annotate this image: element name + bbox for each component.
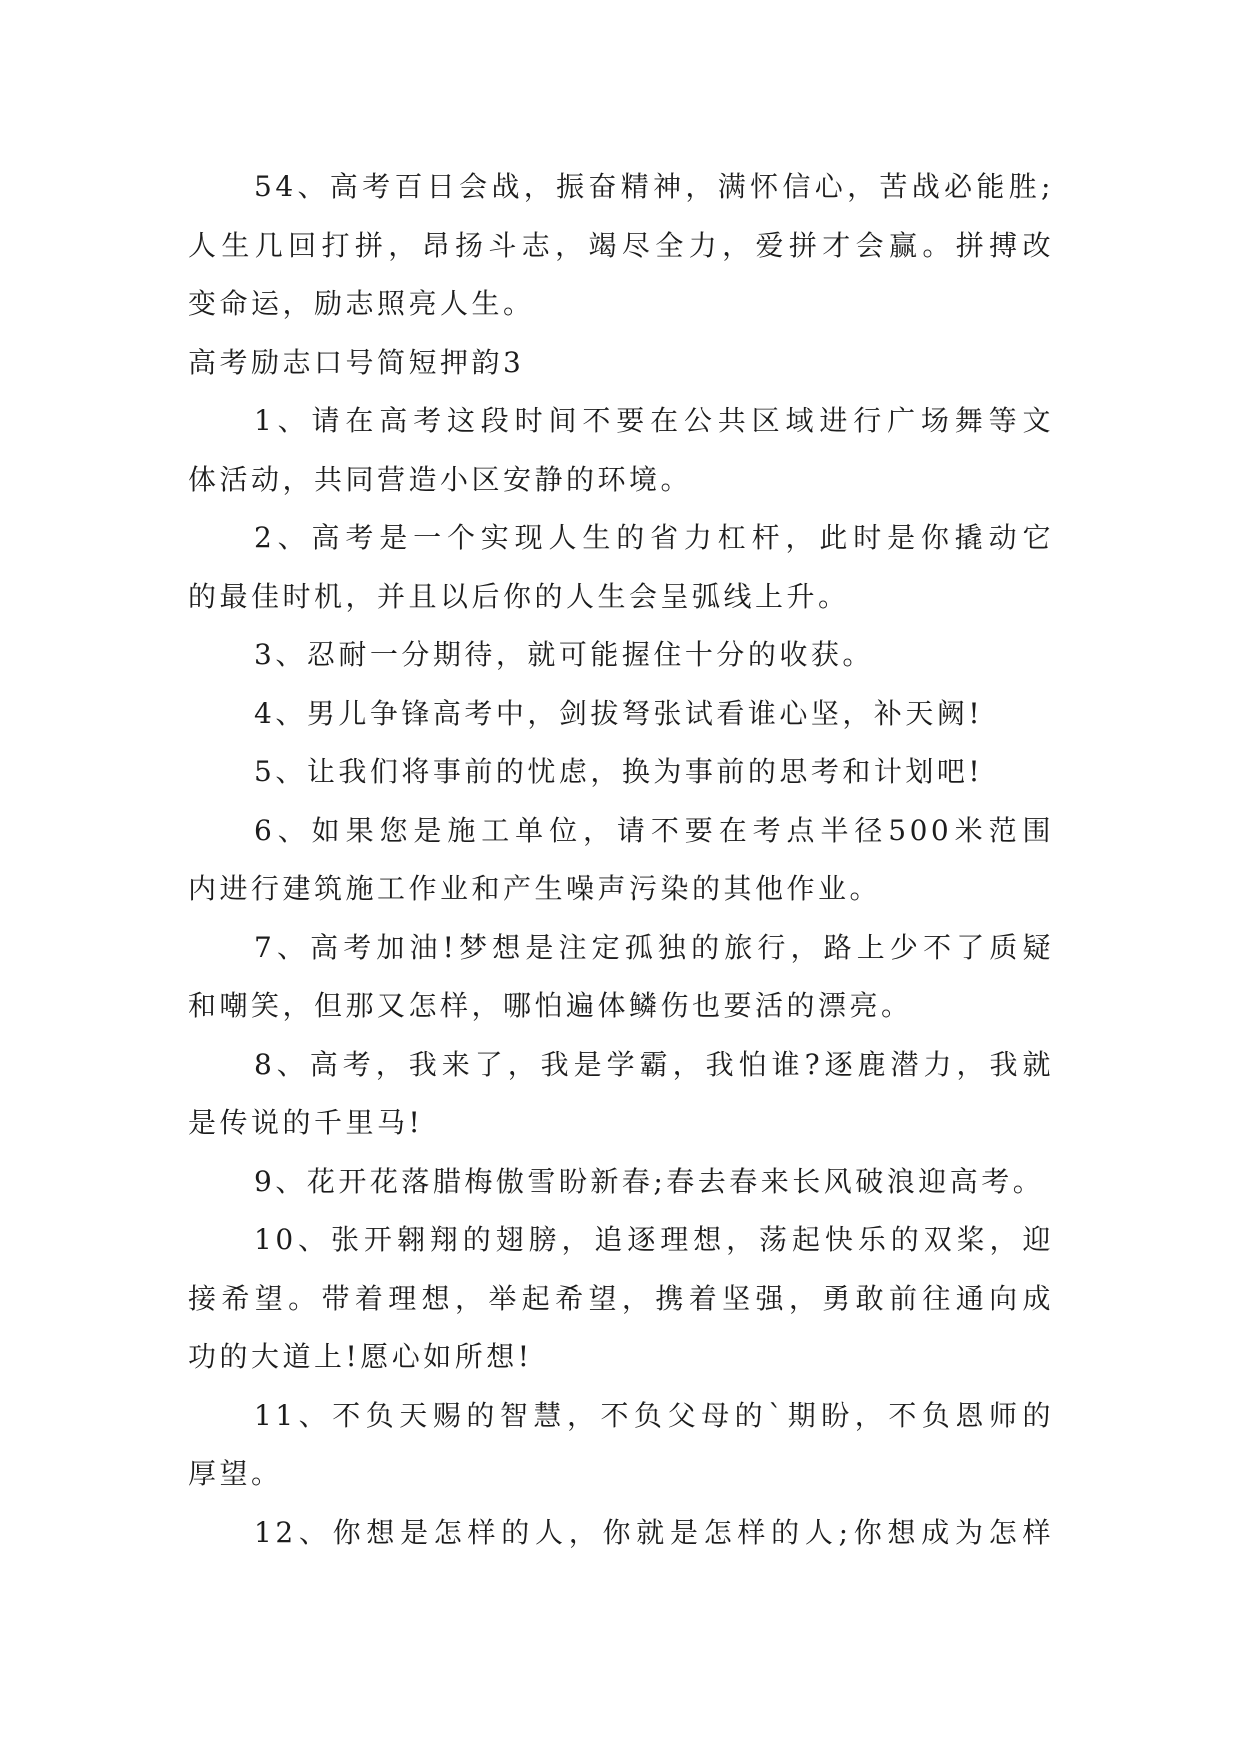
text-line: 和嘲笑，但那又怎样，哪怕遍体鳞伤也要活的漂亮。 xyxy=(188,989,913,1022)
text-line: 变命运，励志照亮人生。 xyxy=(188,287,535,320)
paragraph-item-5 xyxy=(188,743,1054,802)
text-line: 接希望。带着理想，举起希望，携着坚强，勇敢前往通向成 xyxy=(188,1281,1054,1315)
paragraph-item-6 xyxy=(188,802,1054,919)
text-line: 功的大道上!愿心如所想! xyxy=(188,1340,533,1373)
text-line: 12、你想是怎样的人，你就是怎样的人;你想成为怎样 xyxy=(254,1515,1054,1549)
text-line: 是传说的千里马! xyxy=(188,1106,424,1139)
text-line: 4、男儿争锋高考中，剑拔弩张试看谁心坚，补天阙! xyxy=(254,696,984,730)
text-line: 体活动，共同营造小区安静的环境。 xyxy=(188,462,693,496)
section-heading: 高考励志口号简短押韵3 xyxy=(188,345,525,379)
paragraph-item-10 xyxy=(188,1211,1054,1387)
paragraph-item-1 xyxy=(188,392,1054,509)
paragraph-item-54 xyxy=(188,158,1054,334)
text-line: 3、忍耐一分期待，就可能握住十分的收获。 xyxy=(254,638,874,671)
text-line: 9、花开花落腊梅傲雪盼新春;春去春来长风破浪迎高考。 xyxy=(254,1164,1045,1198)
paragraph-item-2 xyxy=(188,509,1054,626)
text-line: 内进行建筑施工作业和产生噪声污染的其他作业。 xyxy=(188,872,882,905)
paragraph-item-3 xyxy=(188,626,1054,685)
paragraph-item-7 xyxy=(188,919,1054,1036)
text-line: 5、让我们将事前的忧虑，换为事前的思考和计划吧! xyxy=(254,755,984,788)
paragraph-item-12 xyxy=(188,1504,1054,1563)
paragraph-item-4 xyxy=(188,685,1054,744)
text-line: 6、如果您是施工单位，请不要在考点半径500米范围 xyxy=(254,813,1054,847)
text-line: 7、高考加油!梦想是注定孤独的旅行，路上少不了质疑 xyxy=(254,930,1054,964)
text-line: 1、请在高考这段时间不要在公共区域进行广场舞等文 xyxy=(254,404,1054,437)
text-line: 人生几回打拼，昂扬斗志，竭尽全力，爱拼才会赢。拼搏改 xyxy=(188,228,1054,262)
text-line: 8、高考，我来了，我是学霸，我怕谁?逐鹿潜力，我就 xyxy=(254,1047,1054,1081)
paragraph-item-11 xyxy=(188,1387,1054,1504)
text-line: 10、张开翱翔的翅膀，追逐理想，荡起快乐的双桨，迎 xyxy=(254,1223,1054,1256)
text-line: 厚望。 xyxy=(188,1457,283,1490)
text-line: 11、不负天赐的智慧，不负父母的`期盼，不负恩师的 xyxy=(254,1398,1054,1432)
text-line: 的最佳时机，并且以后你的人生会呈弧线上升。 xyxy=(188,579,850,613)
document-body xyxy=(188,158,1054,1562)
text-line: 2、高考是一个实现人生的省力杠杆，此时是你撬动它 xyxy=(254,521,1054,554)
text-line: 54、高考百日会战，振奋精神，满怀信心，苦战必能胜; xyxy=(254,170,1054,203)
paragraph-item-8 xyxy=(188,1036,1054,1153)
paragraph-item-9 xyxy=(188,1153,1054,1212)
